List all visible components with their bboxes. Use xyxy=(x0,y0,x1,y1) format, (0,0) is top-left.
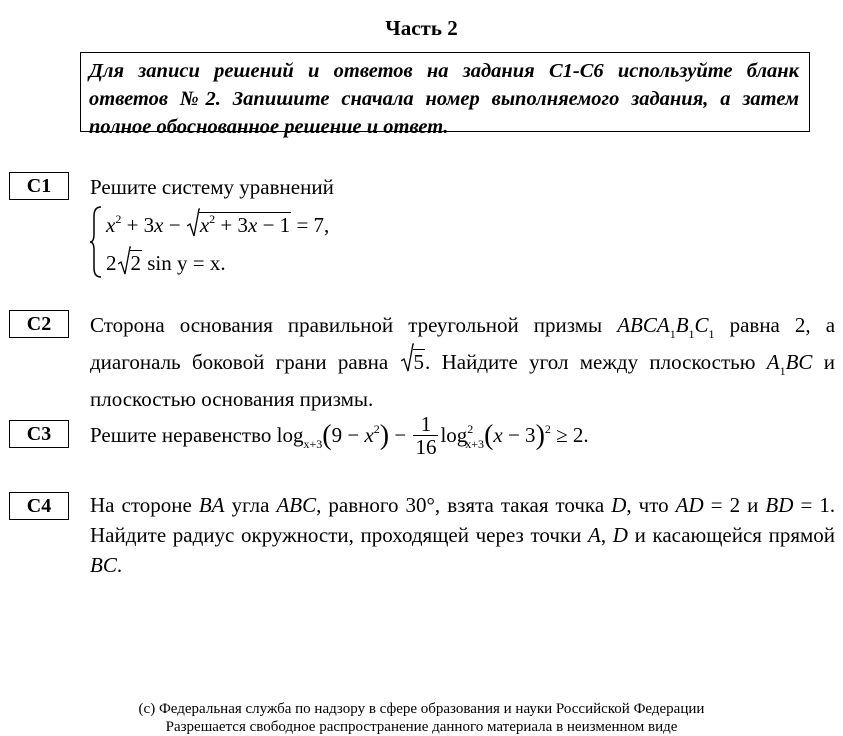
task-text-c2: Сторона основания правильной треугольной призмы $ABCA_1B_1C_1$ равна 2, а диагональ боковой грани равна 5. Найдите угол между плоскостью $A_1BC$ и плоскостью основания призмы. xyxy=(90,313,836,411)
task-label-c4: С4 xyxy=(9,492,69,520)
c4-text-c: , равного 30°, взята такая точка xyxy=(316,493,605,517)
c4-text-d: , что xyxy=(626,493,669,517)
task-label-c3: С3 xyxy=(9,420,69,448)
c4-text-f: . Найдите радиус окружности, проходящей через точки xyxy=(90,493,836,547)
c2-text-e: и плоскостью основания призмы. xyxy=(90,350,836,411)
c4-text-e: и xyxy=(747,493,759,517)
eq1-rhs: = 7, xyxy=(296,213,330,237)
system-equation-1: $x^2 + 3x$ − $x^2 + 3x - 1 = 7$, xyxy=(106,210,329,243)
c2-text-a: Сторона основания правильной треугольной призмы xyxy=(90,313,603,337)
task-label-c2: С2 xyxy=(9,310,69,338)
footer-line-1: (с) Федеральная служба по надзору в сфере образования и науки Российской Федерации xyxy=(138,701,705,717)
c4-text-b: угла xyxy=(231,493,270,517)
task-text-c3: Решите неравенство $\log_{x+3}(9 - x^2)$ − $\frac{1}{16}$ $\log^2_{x+3}(x - 3)^2 \ge 2$. xyxy=(90,411,589,459)
c3-text: Решите неравенство xyxy=(90,423,272,447)
c2-text-d: . Найдите угол между плоскостью xyxy=(425,350,756,374)
footer xyxy=(0,700,843,736)
c4-text-a: На стороне xyxy=(90,493,192,517)
system-equation-2: 2 2 sin y = x. xyxy=(106,248,226,278)
page-title: Часть 2 xyxy=(385,16,458,40)
eq2-end: sin y = x. xyxy=(147,251,226,275)
task-text-c4: На стороне BA угла ABC, равного 30°, взята такая точка D, что AD = 2 и BD = 1. Найдите радиус окружности, проходящей через точки A, D и касающейся прямой BC. xyxy=(90,493,836,577)
instructions-box: Для записи решений и ответов на задания С1-С6 используйте бланк ответов №2. Запишите сначала номер выполняемого задания, а затем полное обоснованное решение и ответ. xyxy=(80,52,810,132)
c2-text-c: а диагональ боковой грани равна xyxy=(90,313,836,374)
system-brace xyxy=(90,206,102,278)
c2-text-b: равна 2, xyxy=(729,313,811,337)
task-text-c1: Решите систему уравнений xyxy=(90,175,334,199)
c4-text-g: и касающейся прямой xyxy=(634,523,836,547)
task-label-c1: С1 xyxy=(9,172,69,200)
footer-line-2: Разрешается свободное распространение данного материала в неизменном виде xyxy=(165,719,678,735)
